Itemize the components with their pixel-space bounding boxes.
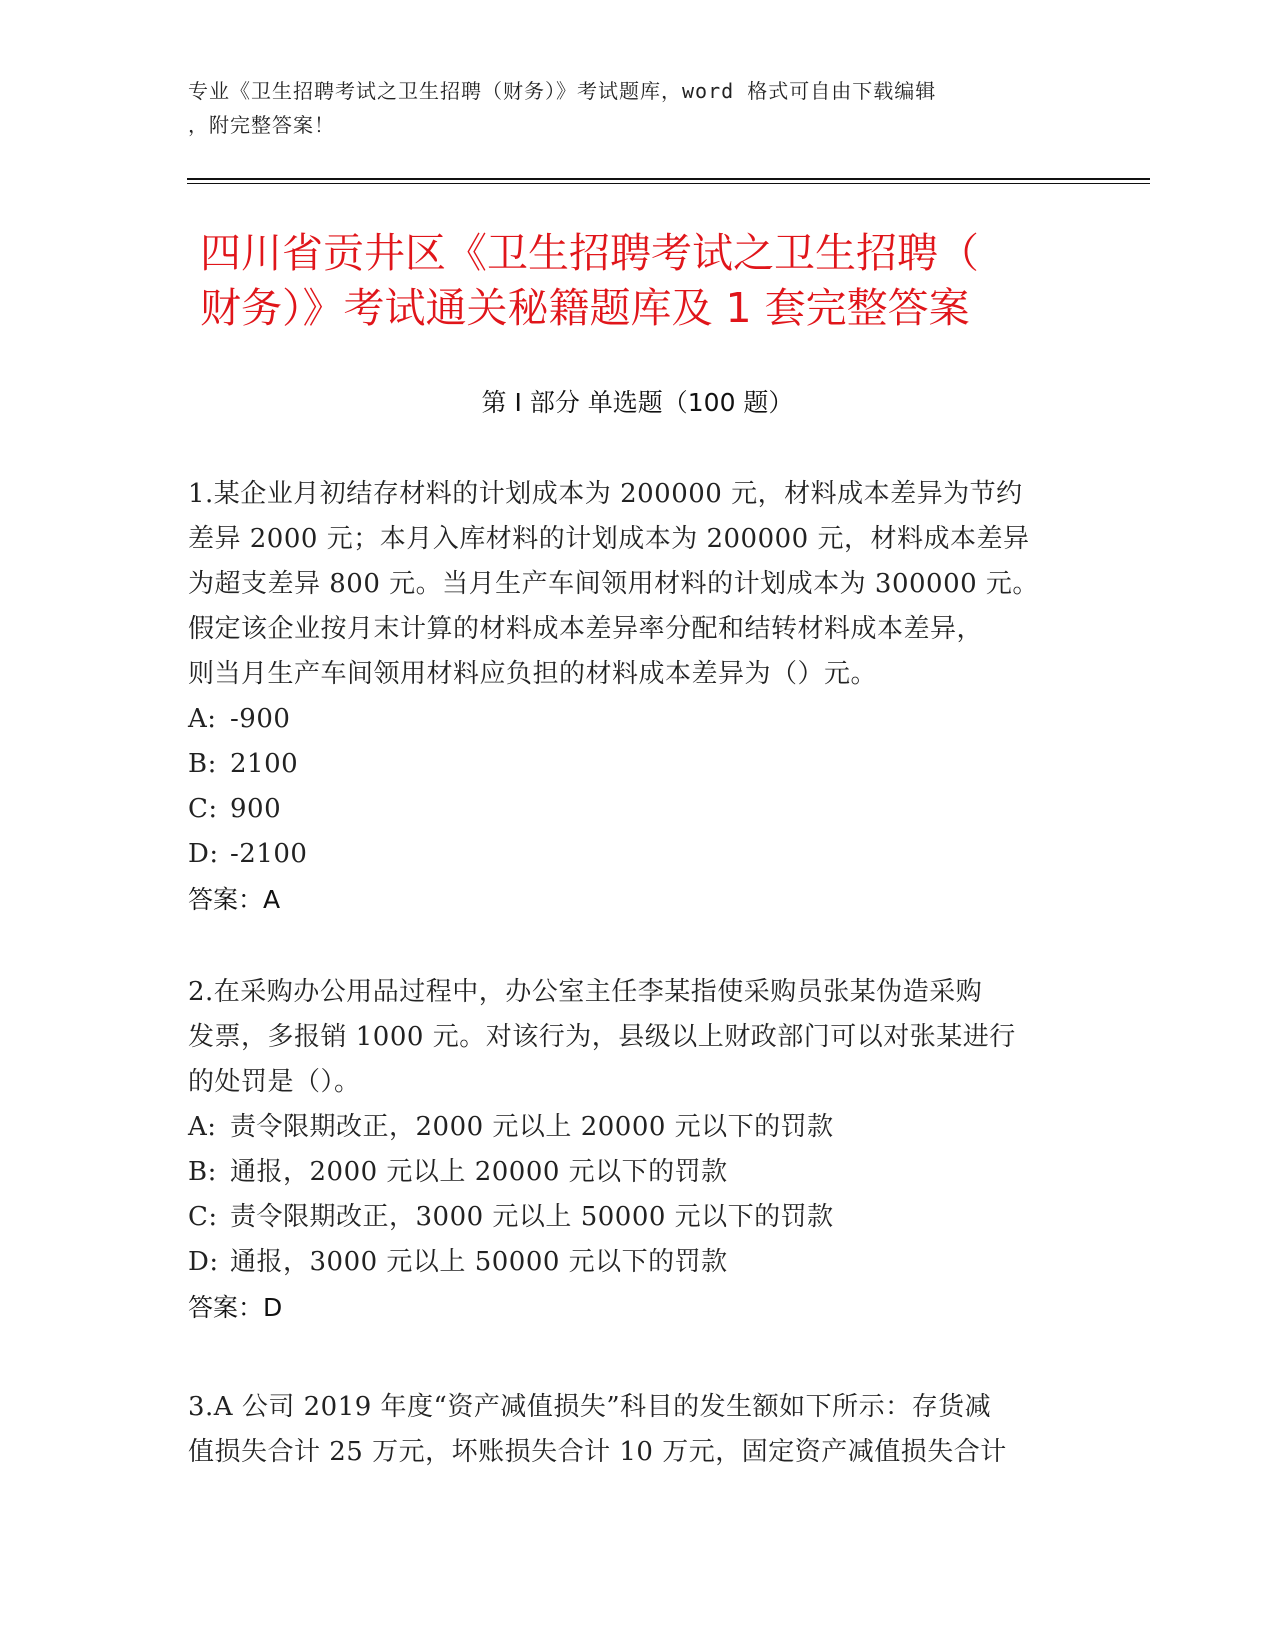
header-note-line-2: ，附完整答案！ [188,113,335,137]
header-note [188,74,1088,142]
section-heading: 第 I 部分 单选题（100 题） [481,388,794,417]
document-title [200,226,1100,336]
question-text-line: 为超支差异 800 元。当月生产车间领用材料的计划成本为 300000 元。 [188,569,1039,599]
question-3 [188,1385,1068,1475]
document-title-line-2: 财务）》考试通关秘籍题库及 1 套完整答案 [200,284,970,332]
question-1 [188,472,1068,922]
question-text-line: 2.在采购办公用品过程中，办公室主任李某指使采购员张某伪造采购 [188,977,983,1007]
option-key: C: [188,1202,218,1232]
option-d [188,1240,1068,1285]
option-key: C: [188,794,218,824]
option-c [188,787,1068,832]
header-note-line-1: 专业《卫生招聘考试之卫生招聘（财务）》考试题库，word 格式可自由下载编辑 [188,79,937,103]
answer: 答案：A [188,885,281,914]
question-text-line: 发票，多报销 1000 元。对该行为，县级以上财政部门可以对张某进行 [188,1022,1016,1052]
option-c [188,1195,1068,1240]
question-text-line: 的处罚是（）。 [188,1067,361,1097]
option-text: -900 [230,704,291,734]
option-text: 通报，3000 元以上 50000 元以下的罚款 [230,1247,728,1277]
option-text: 责令限期改正，2000 元以上 20000 元以下的罚款 [230,1112,834,1142]
question-2 [188,970,1068,1330]
question-text-line: 1.某企业月初结存材料的计划成本为 200000 元，材料成本差异为节约 [188,479,1023,509]
option-b [188,742,1068,787]
question-text-line: 假定该企业按月末计算的材料成本差异率分配和结转材料成本差异， [188,614,984,644]
answer: 答案：D [188,1293,283,1322]
option-key: B: [188,749,217,779]
option-a [188,697,1068,742]
option-text: 通报，2000 元以上 20000 元以下的罚款 [230,1157,728,1187]
option-key: A: [188,1112,217,1142]
option-key: D: [188,1247,219,1277]
header-divider-thin [187,183,1150,184]
question-text-line: 则当月生产车间领用材料应负担的材料成本差异为（）元。 [188,659,878,689]
option-key: A: [188,704,217,734]
option-a [188,1105,1068,1150]
option-text: 责令限期改正，3000 元以上 50000 元以下的罚款 [230,1202,834,1232]
option-text: 900 [230,794,282,824]
option-key: D: [188,839,219,869]
question-text-line: 值损失合计 25 万元，坏账损失合计 10 万元，固定资产减值损失合计 [188,1437,1007,1467]
question-text-line: 差异 2000 元；本月入库材料的计划成本为 200000 元，材料成本差异 [188,524,1030,554]
option-d [188,832,1068,877]
question-text-line: 3.A 公司 2019 年度“资产减值损失”科目的发生额如下所示：存货减 [188,1392,992,1422]
header-divider-thick [187,178,1150,180]
option-text: 2100 [230,749,299,779]
option-key: B: [188,1157,217,1187]
document-title-line-1: 四川省贡井区《卫生招聘考试之卫生招聘（ [200,229,979,277]
option-b [188,1150,1068,1195]
option-text: -2100 [230,839,308,869]
